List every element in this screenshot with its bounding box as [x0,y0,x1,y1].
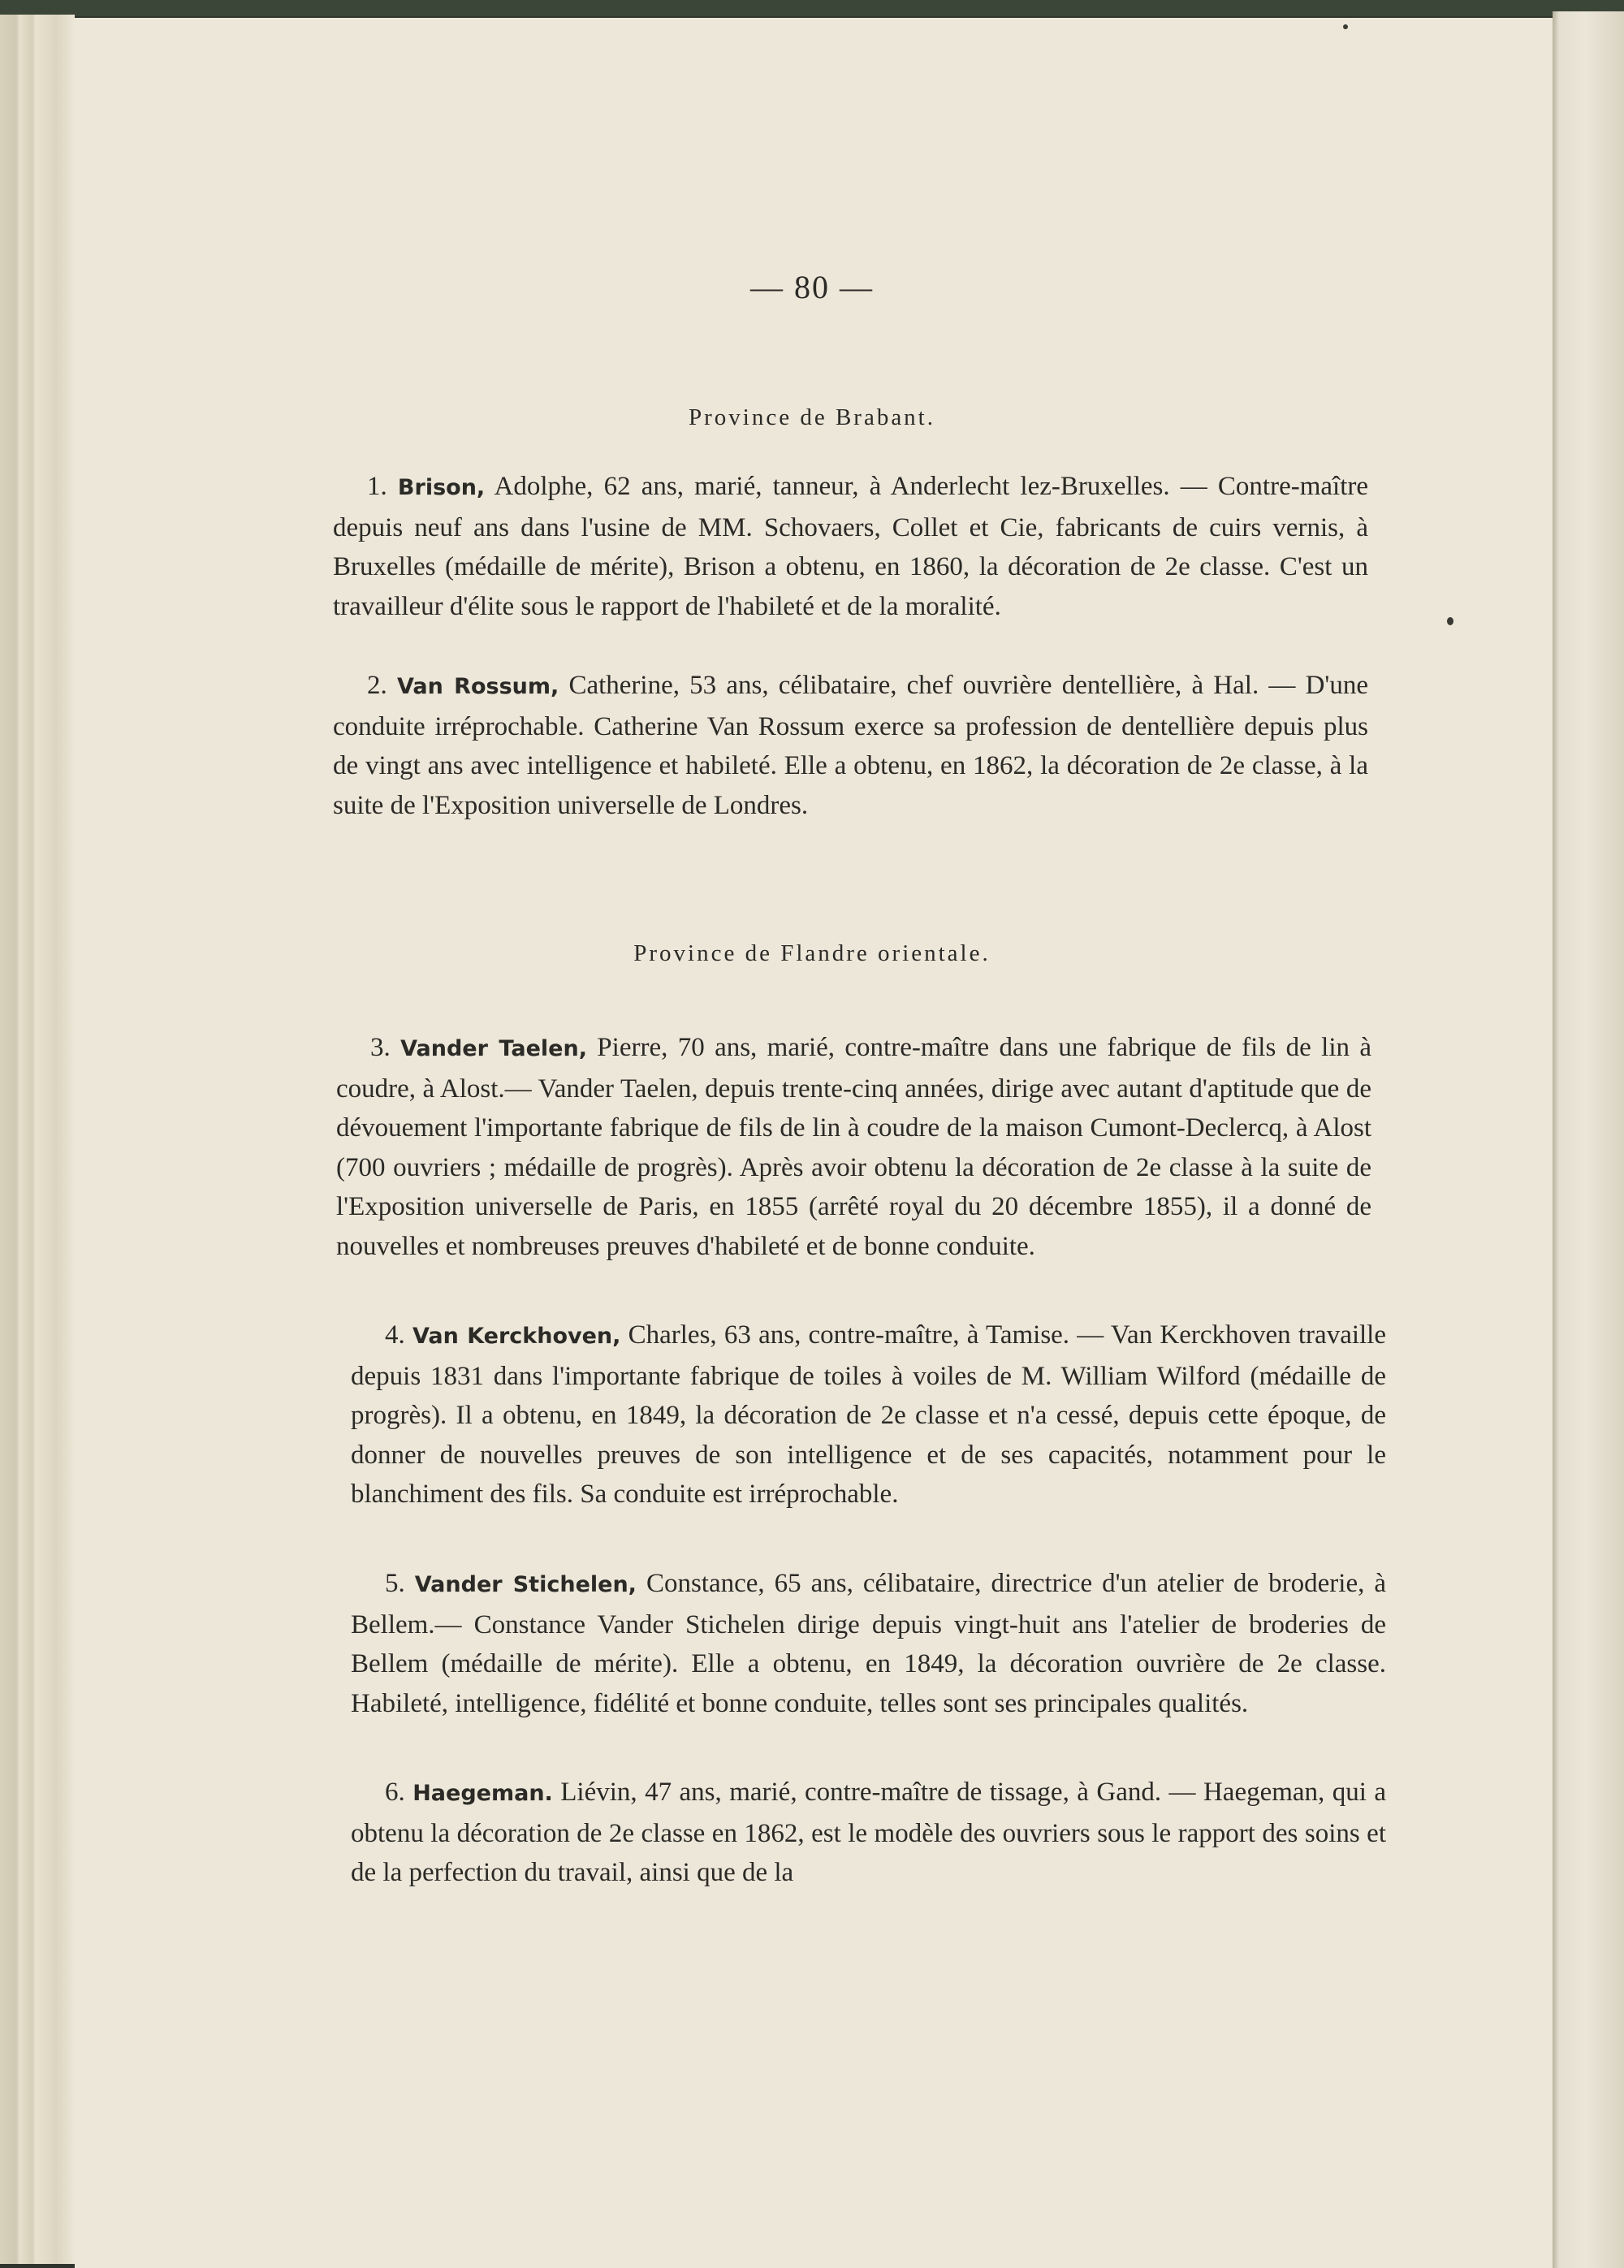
entry-name: Van Kerckhoven, [412,1324,621,1349]
page-number: — 80 — [750,269,874,305]
entry-text: Constance, 65 ans, célibataire, directrice d'un atelier de broderie, à Bellem.— Constance Vander Stichelen dirige depuis vingt-huit ans l'atelier de broderies de Bellem (médaille de mérite). Elle a obtenu, en 1849, la décoration ouvrière de 2e classe. Habileté, intelligence, fidélité et bonne conduite, telles sont ses principales qualités. [351,1569,1387,1718]
entry-3 [336,1028,1371,1266]
page-stack-right [1553,11,1624,2268]
entry-1 [333,467,1368,626]
entry-4 [351,1315,1386,1514]
entry-number: 1. [367,472,387,501]
entry-number: 3. [370,1033,391,1062]
entry-number: 6. [385,1778,405,1807]
entry-name: Vander Stichelen, [414,1572,637,1597]
entry-name: Haegeman. [412,1781,553,1806]
entry-text: Charles, 63 ans, contre-maître, à Tamise. — Van Kerckhoven travaille depuis 1831 dans l'importante fabrique de toiles à voiles de M. William Wilford (médaille de progrès). Il a obtenu, en 1849, la décoration de 2e classe et n'a cessé, depuis cette époque, de donner de nouvelles preuves de son intelligence et de ses capacités, notamment pour le blanchiment des fils. Sa conduite est irréprochable. [351,1320,1386,1509]
section-heading-brabant: Province de Brabant. [688,404,935,430]
entry-5 [351,1564,1386,1723]
entry-text: Pierre, 70 ans, marié, contre-maître dans une fabrique de fils de lin à coudre, à Alost.— Vander Taelen, depuis trente-cinq années, dirige avec autant d'aptitude que de dévouement l'importante fabrique de fils de lin à coudre de la maison Cumont-Declercq, à Alost (700 ouvriers ; médaille de progrès). Après avoir obtenu la décoration de 2e classe à la suite de l'Exposition universelle de Paris, en 1855 (arrêté royal du 20 décembre 1855), il a donné de nouvelles et nombreuses preuves d'habileté et de bonne conduite. [336,1033,1372,1261]
section-heading-flandre-orientale: Province de Flandre orientale. [633,940,991,966]
entry-name: Van Rossum, [396,674,559,699]
entry-number: 5. [385,1569,405,1598]
paper-speck [1447,617,1453,625]
paper-speck [1343,24,1348,29]
entry-number: 2. [367,671,387,700]
page-stack-left [0,15,75,2264]
entry-name: Vander Taelen, [400,1036,587,1061]
entry-number: 4. [385,1320,405,1350]
entry-text: Adolphe, 62 ans, marié, tanneur, à Anderlecht lez-Bruxelles. — Contre-maître depuis neuf ans dans l'usine de MM. Schovaers, Collet et Cie, fabricants de cuirs vernis, à Bruxelles (médaille de mérite), Brison a obtenu, en 1860, la décoration de 2e classe. C'est un travailleur d'élite sous le rapport de l'habileté et de la moralité. [333,472,1369,621]
entry-text: Catherine, 53 ans, célibataire, chef ouvrière dentellière, à Hal. — D'une conduite irréprochable. Catherine Van Rossum exerce sa profession de dentellière depuis plus de vingt ans avec intelligence et habileté. Elle a obtenu, en 1862, la décoration de 2e classe, à la suite de l'Exposition universelle de Londres. [333,671,1369,820]
book-cover-edge [0,0,1624,16]
entry-name: Brison, [397,475,486,500]
entry-6 [351,1773,1386,1893]
entry-text: Liévin, 47 ans, marié, contre-maître de tissage, à Gand. — Haegeman, qui a obtenu la décoration de 2e classe en 1862, est le modèle des ouvriers sous le rapport des soins et de la perfection du travail, ainsi que de la [351,1778,1387,1887]
entry-2 [333,666,1368,825]
